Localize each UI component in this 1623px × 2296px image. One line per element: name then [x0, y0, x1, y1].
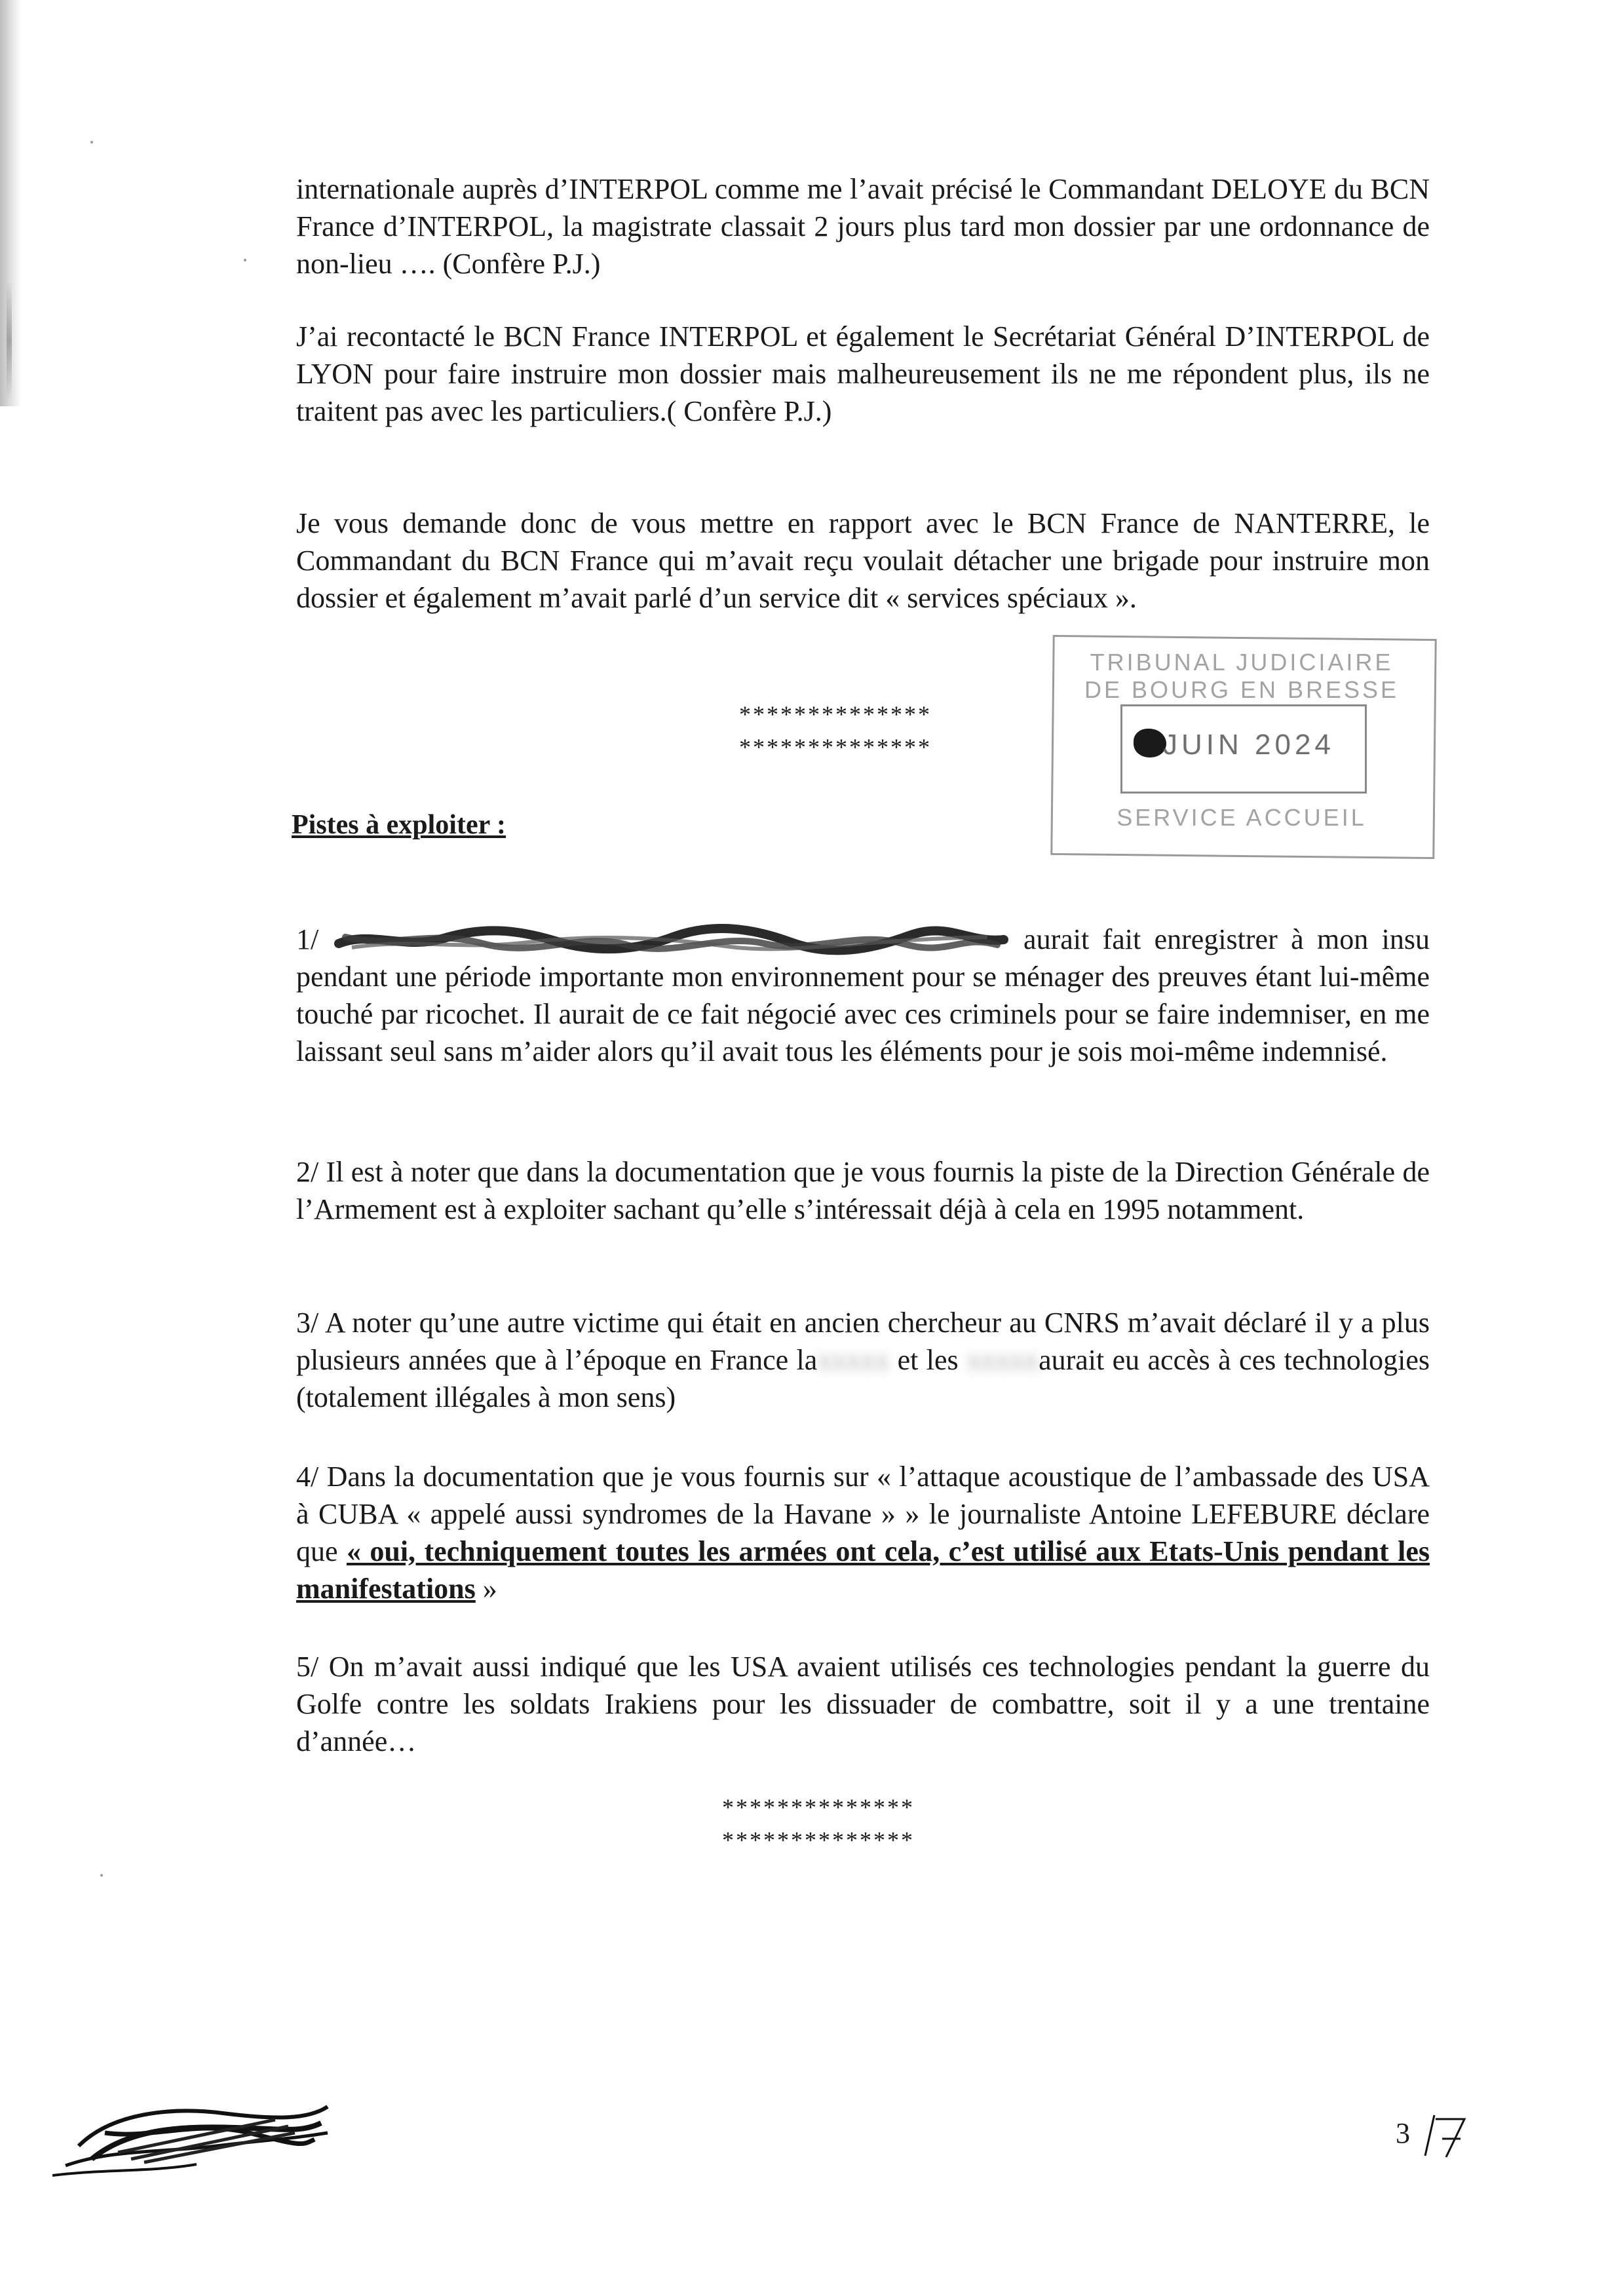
paragraph-recontact-interpol — [296, 318, 1430, 430]
separator-line: ************** — [739, 701, 932, 727]
scan-speck — [90, 141, 93, 144]
page-number — [1396, 2110, 1470, 2162]
paragraph-text: J’ai recontacté le BCN France INTERPOL et également le Secrétariat Général D’INTERPOL de LYON pour faire instruire mon dossier mais malheureusement ils ne me répondent plus, ils ne traitent pas avec les particuliers.( Confère P.J.) — [296, 320, 1430, 427]
court-reception-stamp — [1052, 637, 1438, 860]
handwritten-signature — [52, 2087, 341, 2189]
lead-text-part: » — [475, 1573, 497, 1605]
stamp-court-city: DE BOURG EN BRESSE — [1084, 676, 1400, 703]
separator-line: ************** — [722, 1827, 915, 1853]
paragraph-text: internationale auprès d’INTERPOL comme me l’avait précisé le Commandant DELOYE du BCN France d’INTERPOL, la magistrate classait 2 jours plus tard mon dossier par une ordonnance de non-lieu …. (Confère P.J.) — [296, 173, 1430, 280]
scan-shadow-mark — [7, 282, 12, 400]
section-heading: Pistes à exploiter : — [292, 810, 506, 840]
lead-text-part: 3/ A noter qu’une autre victime qui était en ancien chercheur au CNRS m’avait déclaré il y a plus plusieurs années que à l’époque en France la — [296, 1307, 1430, 1376]
paragraph-lead-4 — [296, 1458, 1430, 1607]
handwritten-page-mark — [1417, 2110, 1470, 2162]
paragraph-text: 2/ Il est à noter que dans la documentation que je vous fournis la piste de la Direction Générale de l’Armement est à exploiter sachant qu’elle s’intéressait déjà à cela en 1995 notamment. — [296, 1156, 1430, 1225]
paragraph-bcn-nanterre — [296, 505, 1430, 617]
redacted-word: xxxxx — [966, 1344, 1039, 1376]
separator-stars — [722, 1791, 915, 1856]
separator-line: ************** — [739, 734, 932, 760]
page-number-text: 3 — [1396, 2117, 1410, 2149]
paragraph-text — [296, 1458, 1430, 1607]
paragraph-lead-3 — [296, 1304, 1430, 1416]
stamp-service: SERVICE ACCUEIL — [1117, 804, 1367, 831]
paragraph-text: Je vous demande donc de vous mettre en rapport avec le BCN France de NANTERRE, le Commandant du BCN France qui m’avait reçu voulait détacher une brigade pour instruire mon dossier et également m’avait parlé d’un service dit « services spéciaux ». — [296, 507, 1430, 614]
scan-speck — [100, 1874, 103, 1877]
redacted-word: xxxxx — [817, 1344, 890, 1376]
redaction-scribble — [332, 924, 1010, 957]
paragraph-text: 5/ On m’avait aussi indiqué que les USA avaient utilisés ces technologies pendant la guerre du Golfe contre les soldats Irakiens pour les dissuader de combattre, soit il y a une trentaine d’année… — [296, 1651, 1430, 1757]
lead-text: aurait fait enregistrer à mon insu pendant une période importante mon environnement pour se ménager des preuves étant lui-même touché par ricochet. Il aurait de ce fait négocié avec ces criminels pour se faire indemniser, en me laissant seul sans m’aider alors qu’il avait tous les éléments pour je sois moi-même indemnisé. — [296, 923, 1430, 1067]
stamp-court-name: TRIBUNAL JUDICIAIRE — [1090, 649, 1394, 676]
stamp-day-ink-blot — [1134, 729, 1166, 757]
separator-line: ************** — [722, 1794, 915, 1820]
paragraph-lead-1 — [296, 921, 1430, 1070]
list-number: 1/ — [296, 923, 319, 955]
paragraph-text — [296, 921, 1430, 1070]
paragraph-interpol-dossier — [296, 170, 1430, 282]
paragraph-lead-5 — [296, 1648, 1430, 1760]
paragraph-text — [296, 1304, 1430, 1416]
emphasized-quote: « oui, techniquement toutes les armées ont cela, c’est utilisé aux Etats-Unis pendant les manifestations — [296, 1535, 1430, 1605]
scan-speck — [244, 259, 246, 261]
lead-text-part: 4/ Dans la documentation que je vous fournis sur « l’attaque acoustique de l’ambassade des USA à CUBA « appelé aussi syndromes de la Havane » » le journaliste Antoine LEFEBURE déclare que — [296, 1461, 1430, 1567]
stamp-date: JUIN 2024 — [1163, 729, 1335, 761]
lead-text-part: et les — [897, 1344, 959, 1376]
separator-stars — [739, 698, 932, 763]
lead-text-part: aurait eu accès à ces technologies (totalement illégales à mon sens) — [296, 1344, 1430, 1413]
paragraph-lead-2 — [296, 1153, 1430, 1228]
